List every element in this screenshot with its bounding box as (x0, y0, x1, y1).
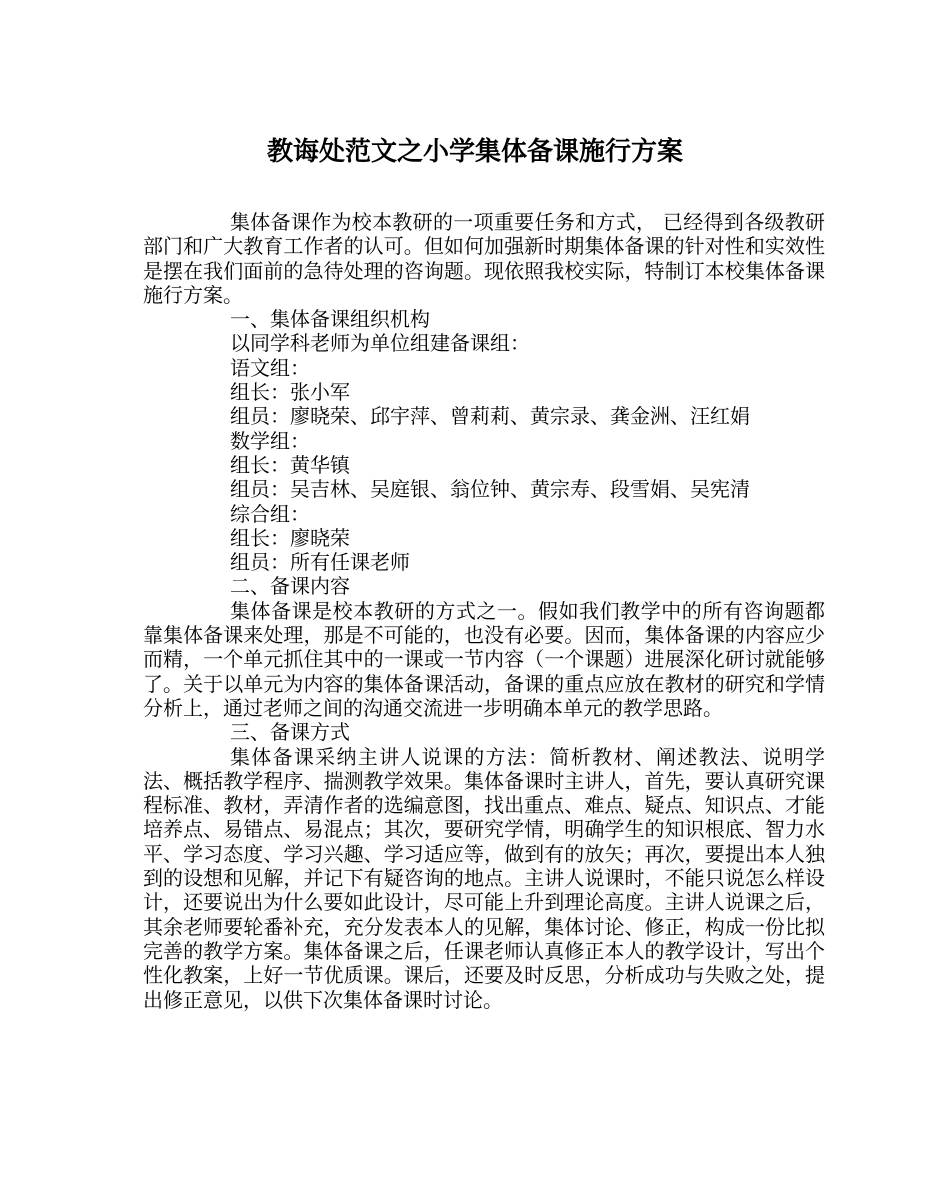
group-members-chinese: 组员：廖晓荣、邱宇萍、曾莉莉、黄宗录、龚金洲、汪红娟 (230, 404, 750, 429)
group-name-general: 综合组： (230, 501, 310, 526)
section-heading-method: 三、备课方式 (230, 720, 350, 745)
group-name-chinese: 语文组： (230, 355, 310, 380)
group-name-math: 数学组： (230, 428, 310, 453)
document-title: 教诲处范文之小学集体备课施行方案 (266, 137, 683, 167)
section-heading-organization: 一、集体备课组织机构 (230, 307, 430, 332)
document-body (143, 210, 825, 1012)
method-paragraph: 集体备课采纳主讲人说课的方法：简析教材、阐述教法、说明学法、概括教学程序、揣测教学效果。集体备课时主讲人，首先，要认真研究课程标准、教材，弄清作者的选编意图，找出重点、难点、疑点、知识点、才能培养点、易错点、易混点；其次，要研究学情，明确学生的知识根底、智力水平、学习态度、学习兴趣、学习适应等，做到有的放矢；再次，要提出本人独到的设想和见解，并记下有疑咨询的地点。主讲人说课时，不能只说怎么样设计，还要说出为什么要如此设计，尽可能上升到理论高度。主讲人说课之后，其余老师要轮番补充，充分发表本人的见解，集体讨论、修正，构成一份比拟完善的教学方案。集体备课之后，任课老师认真修正本人的教学设计，写出个性化教案，上好一节优质课。课后，还要及时反思，分析成功与失败之处，提出修正意见，以供下次集体备课时讨论。 (143, 744, 825, 1012)
organization-lead: 以同学科老师为单位组建备课组： (230, 331, 530, 356)
group-leader-general: 组长：廖晓荣 (230, 525, 350, 550)
section-heading-content: 二、备课内容 (230, 574, 350, 599)
group-members-math: 组员：吴吉林、吴庭银、翁位钟、黄宗寿、段雪娟、吴宪清 (230, 477, 750, 502)
content-paragraph: 集体备课是校本教研的方式之一。假如我们教学中的所有咨询题都靠集体备课来处理，那是不可能的，也没有必要。因而，集体备课的内容应少而精，一个单元抓住其中的一课或一节内容（一个课题）进展深化研讨就能够了。关于以单元为内容的集体备课活动，备课的重点应放在教材的研究和学情分析上，通过老师之间的沟通交流进一步明确本单元的教学思路。 (143, 598, 825, 720)
group-leader-math: 组长：黄华镇 (230, 452, 350, 477)
group-leader-chinese: 组长：张小军 (230, 380, 350, 405)
intro-paragraph: 集体备课作为校本教研的一项重要任务和方式， 已经得到各级教研部门和广大教育工作者的认可。但如何加强新时期集体备课的针对性和实效性是摆在我们面前的急待处理的咨询题。现依照我校实际，特制订本校集体备课施行方案。 (143, 210, 825, 307)
group-members-general: 组员：所有任课老师 (230, 550, 410, 575)
